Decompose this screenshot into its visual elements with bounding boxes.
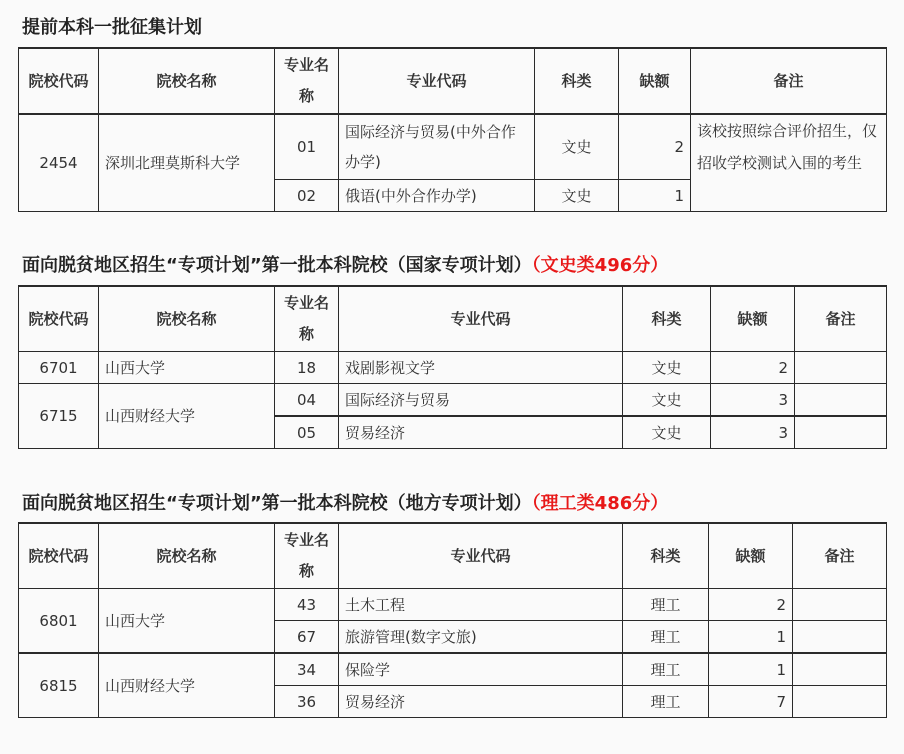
vacancy: 1 [709,621,793,654]
header-vacancy: 缺额 [619,48,691,114]
category: 文史 [535,180,619,212]
note [795,416,887,449]
note: 该校按照综合评价招生，仅招收学校测试入围的考生 [691,114,887,212]
section-3-title-text: 面向脱贫地区招生“专项计划”第一批本科院校（地方专项计划） [22,493,532,514]
category: 文史 [535,114,619,180]
vacancy: 7 [709,686,793,718]
school-name: 山西大学 [99,589,275,654]
school-name: 深圳北理莫斯科大学 [99,114,275,212]
header-school-name: 院校名称 [99,523,275,589]
category: 文史 [623,416,711,449]
note [793,653,887,686]
vacancy: 2 [619,114,691,180]
vacancy: 3 [711,416,795,449]
major-number: 01 [275,114,339,180]
major-number: 02 [275,180,339,212]
header-major-code: 专业代码 [339,48,535,114]
major-name: 土木工程 [339,589,623,621]
category: 理工 [623,589,709,621]
note [795,384,887,417]
major-name: 保险学 [339,653,623,686]
table-header-row [19,523,887,589]
header-category: 科类 [623,523,709,589]
school-name: 山西财经大学 [99,653,275,718]
header-school-name: 院校名称 [99,286,275,352]
table-row [19,114,887,180]
category: 理工 [623,653,709,686]
major-number: 43 [275,589,339,621]
section-1-table [18,47,887,212]
section-2-title-text: 面向脱贫地区招生“专项计划”第一批本科院校（国家专项计划） [22,255,532,276]
major-number: 34 [275,653,339,686]
category: 理工 [623,686,709,718]
note [793,621,887,654]
vacancy: 2 [711,352,795,384]
table-header-row [19,286,887,352]
vacancy: 2 [709,589,793,621]
section-2-score-highlight: （文史类496分） [531,255,669,276]
major-name: 俄语(中外合作办学) [339,180,535,212]
header-category: 科类 [623,286,711,352]
header-major-name: 专业名称 [275,523,339,589]
note [793,589,887,621]
header-vacancy: 缺额 [711,286,795,352]
school-code: 6701 [19,352,99,384]
header-major-code: 专业代码 [339,286,623,352]
category: 文史 [623,352,711,384]
major-number: 67 [275,621,339,654]
major-name: 旅游管理(数字文旅) [339,621,623,654]
major-name: 国际经济与贸易 [339,384,623,417]
table-row [19,384,887,417]
category: 文史 [623,384,711,417]
table-row [19,352,887,384]
header-major-name: 专业名称 [275,48,339,114]
header-school-code: 院校代码 [19,523,99,589]
vacancy: 1 [619,180,691,212]
major-number: 36 [275,686,339,718]
category: 理工 [623,621,709,654]
section-2-table [18,285,887,449]
section-1-title-text: 提前本科一批征集计划 [22,17,202,38]
header-school-code: 院校代码 [19,48,99,114]
major-number: 05 [275,416,339,449]
header-note: 备注 [795,286,887,352]
note [795,352,887,384]
header-vacancy: 缺额 [709,523,793,589]
header-school-name: 院校名称 [99,48,275,114]
table-row [19,589,887,621]
header-note: 备注 [793,523,887,589]
section-3-score-highlight: （理工类486分） [531,493,669,514]
header-major-name: 专业名称 [275,286,339,352]
section-3-table [18,522,887,718]
header-school-code: 院校代码 [19,286,99,352]
school-code: 2454 [19,114,99,212]
school-name: 山西财经大学 [99,384,275,449]
vacancy: 1 [709,653,793,686]
table-row [19,653,887,686]
section-2-title [22,254,668,278]
school-code: 6815 [19,653,99,718]
school-code: 6801 [19,589,99,654]
major-name: 戏剧影视文学 [339,352,623,384]
section-3-title [22,492,668,516]
vacancy: 3 [711,384,795,417]
note [793,686,887,718]
section-1-title [22,16,202,40]
school-code: 6715 [19,384,99,449]
major-number: 18 [275,352,339,384]
major-name: 贸易经济 [339,686,623,718]
major-name: 国际经济与贸易(中外合作办学) [339,114,535,180]
major-number: 04 [275,384,339,417]
school-name: 山西大学 [99,352,275,384]
table-header-row [19,48,887,114]
header-note: 备注 [691,48,887,114]
header-category: 科类 [535,48,619,114]
major-name: 贸易经济 [339,416,623,449]
header-major-code: 专业代码 [339,523,623,589]
